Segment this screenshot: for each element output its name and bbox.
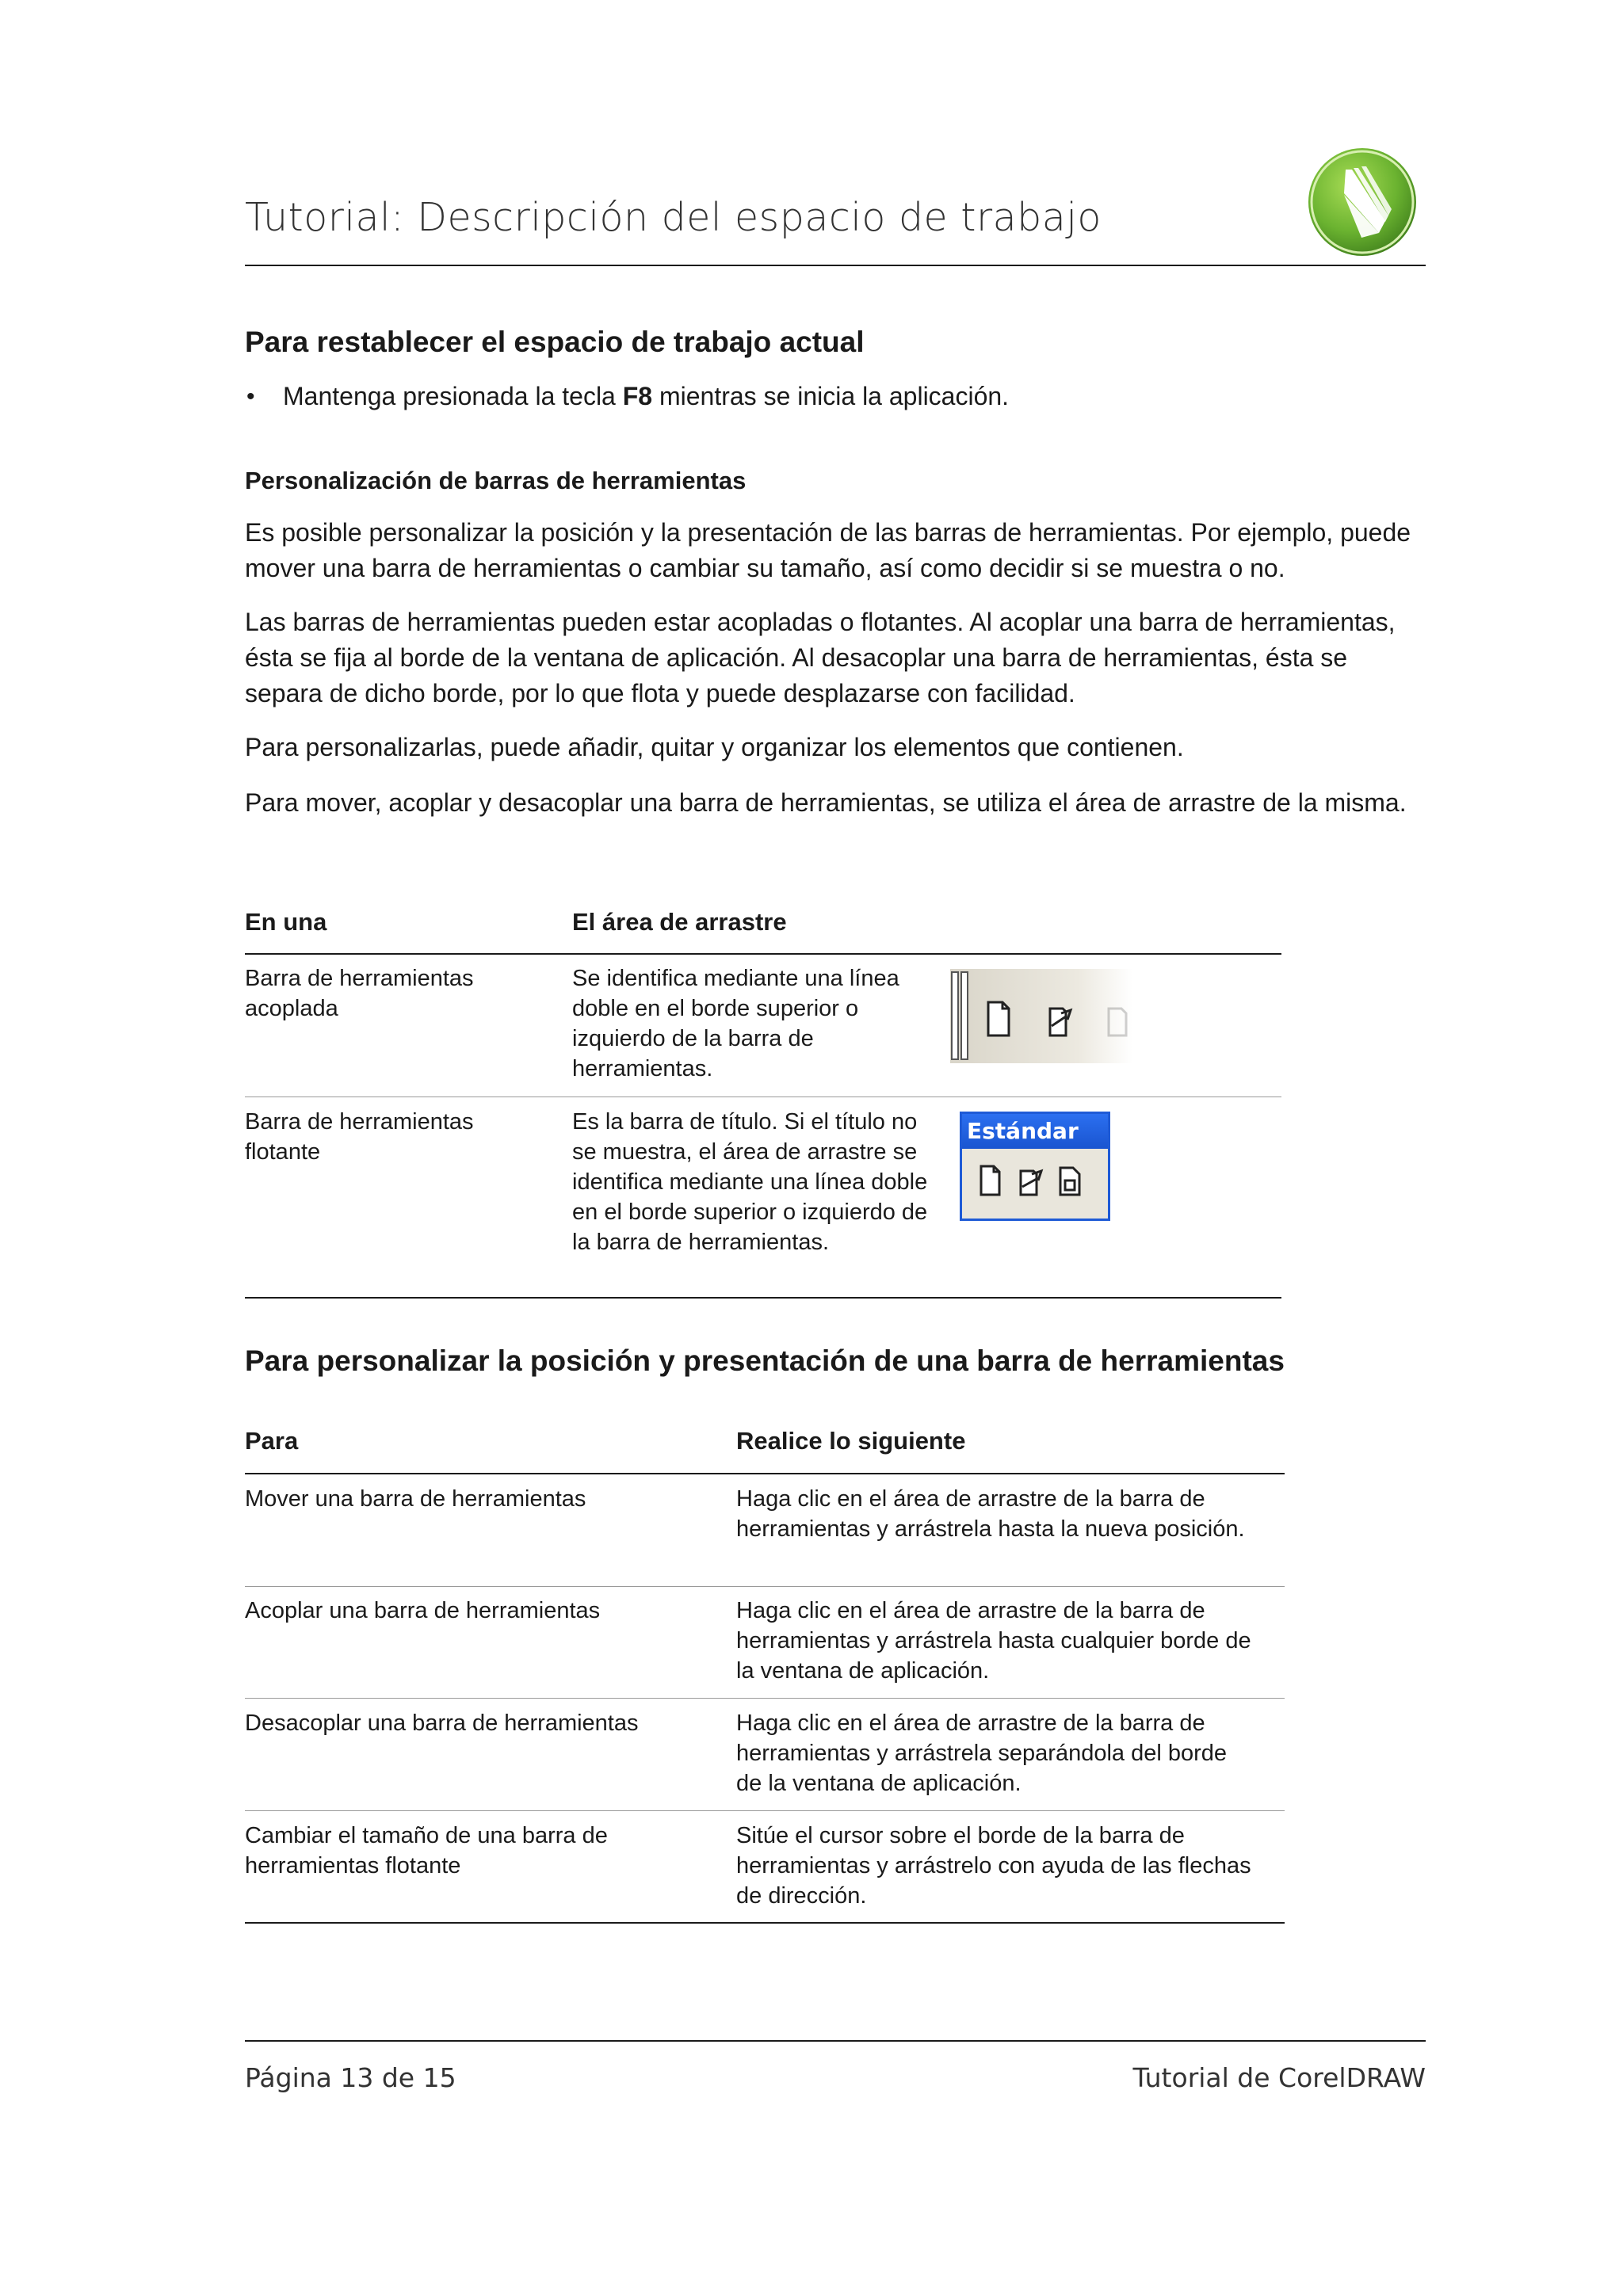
table2-header-rule (245, 1473, 1285, 1474)
table2-row-rule (245, 1586, 1285, 1587)
table2-bottom-rule (245, 1922, 1285, 1924)
bullet-marker: • (246, 383, 255, 410)
paragraph: Para personalizarlas, puede añadir, quitar y organizar los elementos que contienen. (245, 733, 1184, 761)
document-name: Tutorial de CorelDRAW (1132, 2062, 1426, 2093)
table2-row2-col2: Haga clic en el área de arrastre de la barra de herramientas y arrástrela hasta cualquier borde de la ventana de aplicación. (736, 1598, 1251, 1684)
header-divider (245, 265, 1426, 266)
save-document-icon (1109, 1009, 1126, 1035)
table2-header-para: Para (245, 1427, 299, 1455)
bullet-item (283, 382, 1009, 411)
paragraph: Las barras de herramientas pueden estar acopladas o flotantes. Al acoplar una barra de herramientas, ésta se fija al borde de la ventana de aplicación. Al desacoplar una barra de herramientas, ésta se separa de dicho borde, por lo que flota y puede desplazarse con facilidad. (245, 608, 1396, 707)
table1-bottom-rule (245, 1297, 1281, 1299)
table2-row2-col1: Acoplar una barra de herramientas (245, 1598, 601, 1623)
subsection-heading-personalizacion: Personalización de barras de herramientas (245, 467, 747, 494)
table1-header-rule (245, 953, 1281, 955)
page-title: Tutorial: Descripción del espacio de trabajo (245, 195, 1102, 240)
table1-header-en-una: En una (245, 908, 327, 936)
save-document-icon (1060, 1168, 1079, 1195)
table1-row1-col1: Barra de herramientas acoplada (245, 966, 474, 1021)
floating-toolbar-icons (978, 1160, 1097, 1207)
table1-row2-col1: Barra de herramientas flotante (245, 1109, 474, 1165)
table2-row-rule (245, 1810, 1285, 1811)
floating-toolbar-image (960, 1112, 1110, 1221)
coreldraw-logo-icon (1306, 146, 1419, 258)
open-document-icon (1021, 1171, 1041, 1195)
table2-row3-col1: Desacoplar una barra de herramientas (245, 1711, 639, 1736)
table2-row1-col2: Haga clic en el área de arrastre de la barra de herramientas y arrástrela hasta la nueva posición. (736, 1486, 1245, 1542)
section-heading-personalizar-posicion: Para personalizar la posición y presentación de una barra de herramientas (245, 1344, 1285, 1377)
key-f8: F8 (622, 382, 653, 410)
table2-row-rule (245, 1698, 1285, 1699)
table1-row1-col2: Se identifica mediante una línea doble en el borde superior o izquierdo de la barra de herramientas. (572, 966, 899, 1081)
page-number: Página 13 de 15 (245, 2062, 456, 2093)
section-heading-restablecer: Para restablecer el espacio de trabajo actual (245, 326, 865, 358)
paragraph: Para mover, acoplar y desacoplar una barra de herramientas, se utiliza el área de arrastre de la misma. (245, 788, 1407, 817)
paragraph: Es posible personalizar la posición y la presentación de las barras de herramientas. Por ejemplo, puede mover una barra de herramientas o cambiar su tamaño, así como decidir si se muestra o no. (245, 518, 1411, 582)
table2-row4-col1: Cambiar el tamaño de una barra de herramientas flotante (245, 1823, 608, 1878)
new-document-icon (981, 1166, 999, 1195)
new-document-icon (988, 1002, 1009, 1035)
bullet-text-before: Mantenga presionada la tecla (283, 382, 623, 410)
table2-header-realice: Realice lo siguiente (736, 1427, 966, 1455)
table1-header-area-arrastre: El área de arrastre (572, 908, 787, 936)
table2-row4-col2: Sitúe el cursor sobre el borde de la barra de herramientas y arrástrelo con ayuda de las flechas de dirección. (736, 1823, 1251, 1909)
table1-row2-col2: Es la barra de título. Si el título no se muestra, el área de arrastre se identifica mediante una línea doble en el borde superior o izquierdo de la barra de herramientas. (572, 1109, 928, 1255)
table2-row1-col1: Mover una barra de herramientas (245, 1486, 586, 1512)
docked-toolbar-image (950, 969, 1132, 1063)
footer-divider (245, 2040, 1426, 2042)
bullet-text-after: mientras se inicia la aplicación. (652, 382, 1010, 410)
floating-toolbar-title: Estándar (962, 1114, 1108, 1149)
table2-row3-col2: Haga clic en el área de arrastre de la barra de herramientas y arrástrela separándola del borde de la ventana de aplicación. (736, 1711, 1228, 1796)
